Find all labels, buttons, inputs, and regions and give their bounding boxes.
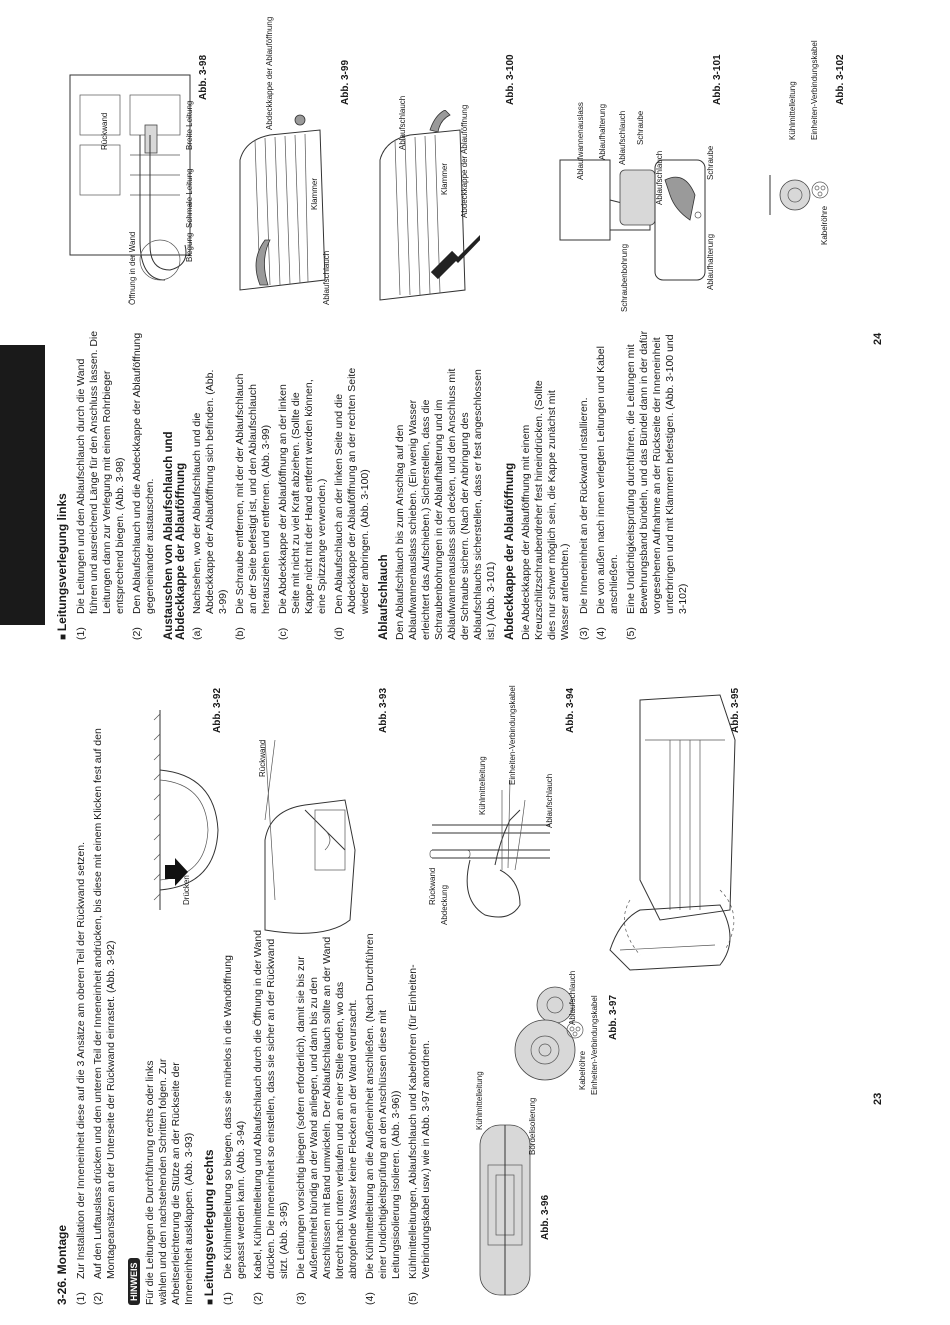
ablaufhalterung-label: Ablaufhalterung [598, 103, 607, 160]
hinweis-badge: HINWEIS [128, 1258, 140, 1305]
abb-3-95-label: Abb. 3-95 [730, 687, 741, 733]
kabel-label-102: Einheiten-Verbindungskabel [810, 40, 819, 140]
abb-3-92-label: Abb. 3-92 [212, 687, 223, 733]
ablaufwannenauslass-label: Ablaufwannenauslass [576, 102, 585, 180]
oeffnung-label: Öffnung in der Wand [128, 231, 137, 305]
rueckwand-label-98: Rückwand [100, 112, 109, 150]
figure-3-93 [245, 700, 365, 950]
biegung-label: Biegung [185, 232, 194, 262]
abdeckkappe-label-99: Abdeckkappe der Ablauföffnung [265, 16, 274, 130]
figure-3-95 [600, 680, 750, 980]
austausch-list [191, 360, 372, 640]
abb-3-100-label: Abb. 3-100 [505, 54, 516, 105]
list-item: (a) Nachsehen, wo der Ablaufschlauch und die Abdeckkappe der Ablauföffnung sich befinden. (Abb. 3-99) [191, 369, 229, 640]
rest-list [578, 330, 690, 640]
schraube-label-101: Schraube [636, 110, 645, 145]
list-item: (1) Die Kühlmittelleitung so biegen, dass sie mühelos in die Wandöffnung gepasst werden kann. (Abb. 3-94) [222, 955, 247, 1305]
kabelroehre-label-97: Kabelröhre [578, 1050, 587, 1090]
list-item: (3) Die Inneneinheit an der Rückwand installieren. [578, 397, 590, 640]
breite-leitung-label: Breite Leitung [185, 100, 194, 150]
schmale-leitung-label: Schmale Leitung [185, 168, 194, 228]
abb-3-99-label: Abb. 3-99 [340, 59, 351, 105]
list-item: (5) Eine Undichtigkeitsprüfung durchführen, die Leitungen mit Bewehrungsband bündeln, und das Bündel dann in der dafür vorgesehenen Aufnahme an der Rückseite der Inneneinheit unterbringen und mit Klammern befestigen. (Abb. 3-100 und 3-102) [625, 330, 689, 640]
rueckwand-label-94: Rückwand [428, 867, 437, 905]
list-item: (2) Kabel, Kühlmittelleitung und Ablaufschlauch durch die Öffnung in der Wand drücken. Die Inneneinheit so einstellen, dass sie sicher an der Rückwand sitzt. (Abb. 3-95) [252, 929, 290, 1305]
klammer-label-99: Klammer [310, 177, 319, 210]
austausch-heading: Austauschen von Ablaufschlauch und Abdeckkappe der Ablauföffnung [163, 431, 187, 640]
kabel-label-97: Einheiten-Verbindungskabel [590, 995, 599, 1095]
ablaufschlauch-text: Den Ablaufschlauch bis zum Anschlag auf den Ablaufwannenauslass schieben. (Ein wenig Wasser erleichtert das Aufschieben.) Sicherstellen, dass die Schraubenbohrungen in der Ablaufhalterung und im Ablaufwannenauslass sich decken, und den Anschluss mit der Schraube sichern. (Nach der Anbringung des Ablaufschlauchs sicherstellen, dass er fest angeschlossen ist.) (Abb. 3-101) [394, 368, 497, 640]
page-number-23: 23 [872, 1092, 884, 1105]
kuehlmittelleitung-label-94: Kühlmittelleitung [478, 756, 487, 815]
figure-3-101 [550, 100, 710, 300]
montage-heading: 3-26. Montage [55, 1224, 69, 1305]
list-item: (b) Die Schraube entfernen, mit der der Ablaufschlauch an der Seite befestigt ist, und den Ablaufschlauch herausziehen und entfernen. (Abb. 3-99) [234, 373, 272, 640]
schraube-label-101b: Schraube [706, 145, 715, 180]
ablaufschlauch-label-94: Ablaufschlauch [545, 773, 554, 828]
druecken-label: Drücken [182, 875, 191, 905]
abb-3-101-label: Abb. 3-101 [712, 54, 723, 105]
abdeckung-label: Abdeckung [440, 884, 449, 925]
boerdel-label: Bördelisolierung [528, 1097, 537, 1155]
list-item: (c) Die Abdeckkappe der Ablauföffnung an der linken Seite mit nicht zu viel Kraft abziehen. (Sollte die Kappe nicht mit der Hand entfernt werden können, eine Spitzzange verwenden.) [277, 379, 328, 640]
kuehlmittelleitung-label-102: Kühlmittelleitung [788, 81, 797, 140]
abb-3-94-label: Abb. 3-94 [565, 687, 576, 733]
links-heading: ■ Leitungsverlegung links [55, 30, 69, 640]
klammer-label-100: Klammer [440, 162, 449, 195]
ablaufschlauch-label-99: Ablaufschlauch [322, 250, 331, 305]
abdeckkappe-label-100: Abdeckkappe der Ablauföffnung [460, 104, 469, 218]
list-item: (1) Zur Installation der Inneneinheit diese auf die 3 Ansätze am oberen Teil der Rückwand setzen. [75, 842, 87, 1305]
rechts-list [222, 925, 433, 1305]
kabelroehre-label-102: Kabelröhre [820, 205, 829, 245]
schraubenbohrung-label: Schraubenbohrung [620, 243, 629, 312]
links-list [75, 330, 157, 640]
rechts-heading: ■ Leitungsverlegung rechts [202, 695, 216, 1305]
kuehlmittelleitung-label-96: Kühlmittelleitung [475, 1071, 484, 1130]
rueckwand-label-93: Rückwand [258, 739, 267, 777]
hinweis-text: Für die Leitungen die Durchführung rechts oder links wählen und den nachstehenden Schritten folgen. Zur Arbeitserleichterung die Stütze an der Rückseite der Inneneinheit ausklappen. (Abb. 3-93) [144, 1058, 195, 1305]
ablaufschlauch-label-101b: Ablaufschlauch [655, 150, 664, 205]
chapter-tab [0, 345, 45, 625]
page-number-24: 24 [872, 332, 884, 345]
list-item: (4) Die Kühlmittelleitung an die Außeneinheit anschließen. (Nach Durchführen einer Undichtigkeitsprüfung an den Anschlüssen diese mit Leitungsisolierung isolieren. (Abb. 3-96)) [364, 933, 402, 1305]
list-item: (d) Den Ablaufschlauch an der linken Seite und die Abdeckkappe der Ablauföffnung an der rechten Seite wieder anbringen. (Abb. 3-100) [333, 367, 371, 640]
abb-3-93-label: Abb. 3-93 [378, 687, 389, 733]
montage-list [75, 695, 118, 1305]
abb-3-98-label: Abb. 3-98 [198, 54, 209, 100]
abdeckkappe-text: Die Abdeckkappe der Ablauföffnung mit einem Kreuzschlitzschraubendreher fest hineindrücken. (Sollte dies nur schwer möglich sein, die Kappe zunächst mit Wasser anfeuchten.) [520, 380, 571, 640]
ablaufhalterung-label-b: Ablaufhalterung [706, 233, 715, 290]
list-item: (4) Die von außen nach innen verlegten Leitungen und Kabel anschließen. [595, 346, 620, 640]
list-item: (3) Die Leitungen vorsichtig biegen (sofern erforderlich), damit sie bis zur Außeneinheit bündig an der Wand anliegen, und dann bis zu den Anschlüssen mit Band umwickeln. Der Ablaufschlauch sollte an der Wand lotrecht nach unten verlaufen und an einer Stelle enden, wo das abtropfende Wasser keine Flecken an der Wand verursacht. [295, 936, 359, 1305]
abb-3-96-label: Abb. 3-96 [540, 1194, 551, 1240]
abb-3-102-label: Abb. 3-102 [835, 54, 846, 105]
list-item: (2) Den Ablaufschlauch und die Abdeckkappe der Ablauföffnung gegeneinander austauschen. [131, 332, 156, 640]
kabel-label-94: Einheiten-Verbindungskabel [508, 685, 517, 785]
ablaufschlauch-label-97: Ablaufschlauch [568, 970, 577, 1025]
list-item: (5) Kühlmittelleitungen, Ablaufschlauch und Kabelrohren (für Einheiten-Verbindungskabel usw.) wie in Abb. 3-97 anordnen. [407, 964, 432, 1305]
abb-3-97-label: Abb. 3-97 [608, 994, 619, 1040]
list-item: (2) Auf den Luftauslass drücken und den unteren Teil der Inneneinheit andrücken, bis diese mit einem Klicken fest auf den Montageansätzen an der Unterseite der Rückwand einrastet. (Abb. 3-92) [92, 728, 117, 1305]
abdeckkappe-heading: Abdeckkappe der Ablauföffnung [504, 462, 516, 640]
ablaufschlauch-label-101: Ablaufschlauch [618, 110, 627, 165]
ablaufschlauch-label-100: Ablaufschlauch [398, 95, 407, 150]
list-item: (1) Die Leitungen und den Ablaufschlauch durch die Wand führen und ausreichend Länge für den Anschluss lassen. Die Leitungen dann zur Verlegung mit einem Rohrbieger entsprechend biegen. (Abb. 3-98) [75, 330, 126, 640]
ablaufschlauch-heading: Ablaufschlauch [378, 554, 390, 640]
